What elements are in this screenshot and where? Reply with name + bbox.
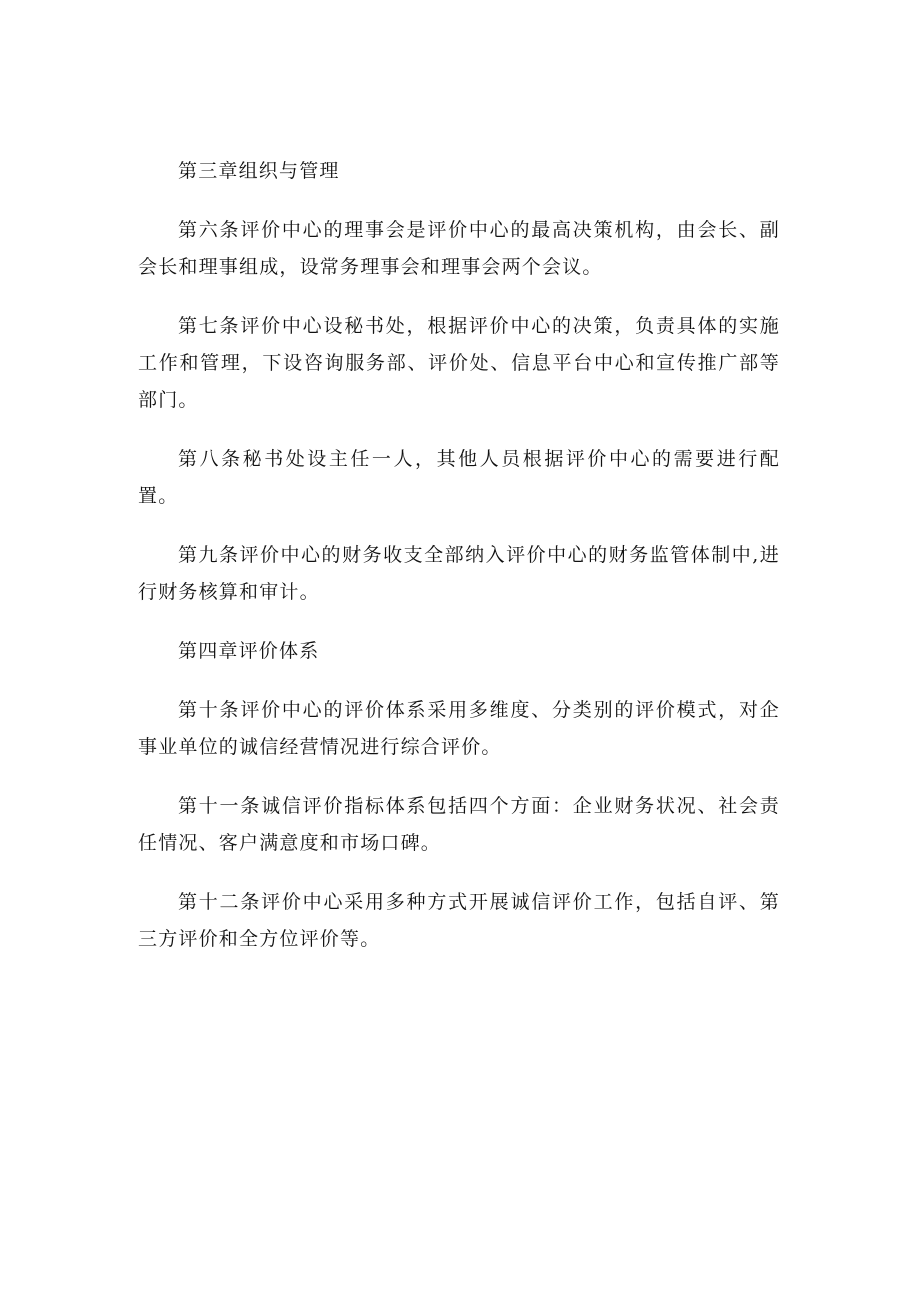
article-9: 第九条评价中心的财务收支全部纳入评价中心的财务监管体制中,进行财务核算和审计。 (138, 544, 780, 603)
article-6: 第六条评价中心的理事会是评价中心的最高决策机构，由会长、副会长和理事组成，设常务理事会和理事会两个会议。 (138, 219, 780, 278)
article-8: 第八条秘书处设主任一人，其他人员根据评价中心的需要进行配置。 (138, 448, 780, 507)
article-12: 第十二条评价中心采用多种方式开展诚信评价工作，包括自评、第三方评价和全方位评价等。 (138, 891, 780, 950)
article-10: 第十条评价中心的评价体系采用多维度、分类别的评价模式，对企事业单位的诚信经营情况进行综合评价。 (138, 699, 780, 758)
chapter-3-heading: 第三章组织与管理 (178, 160, 340, 182)
document-body (138, 153, 780, 980)
article-7: 第七条评价中心设秘书处，根据评价中心的决策，负责具体的实施工作和管理，下设咨询服务部、评价处、信息平台中心和宣传推广部等部门。 (138, 315, 780, 411)
article-11: 第十一条诚信评价指标体系包括四个方面：企业财务状况、社会责任情况、客户满意度和市场口碑。 (138, 795, 780, 854)
chapter-4-heading: 第四章评价体系 (178, 640, 320, 662)
